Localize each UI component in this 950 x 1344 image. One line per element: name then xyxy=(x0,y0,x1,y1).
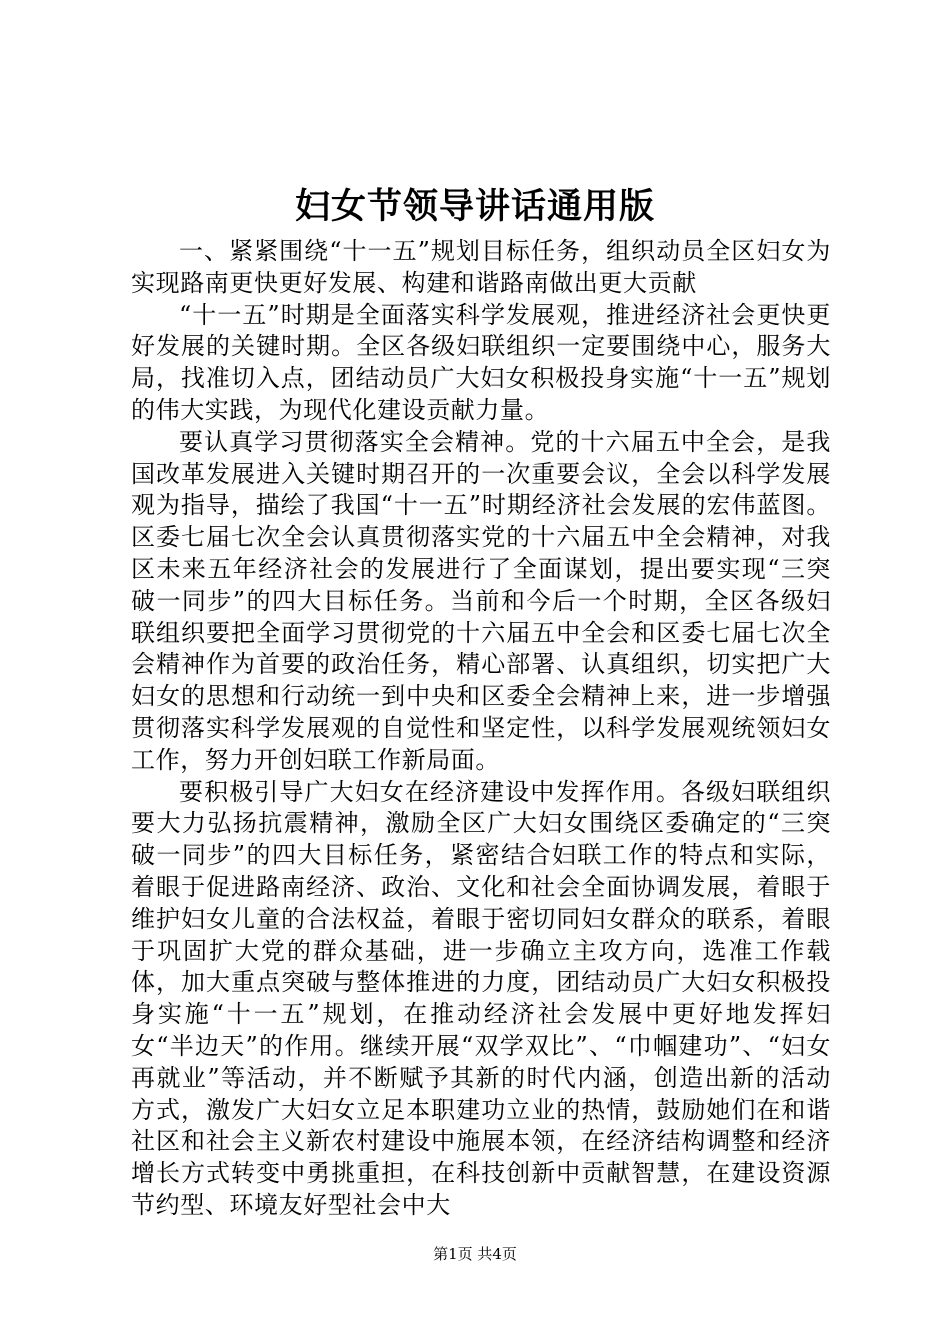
page-footer xyxy=(0,1244,950,1264)
paragraph-economic-role: 要积极引导广大妇女在经济建设中发挥作用。各级妇联组织要大力弘扬抗震精神，激励全区广大妇女围绕区委确定的“三突破一同步”的四大目标任务，紧密结合妇联工作的特点和实际，着眼于促进路南经济、政治、文化和社会全面协调发展，着眼于维护妇女儿童的合法权益，着眼于密切同妇女群众的联系，着眼于巩固扩大党的群众基础，进一步确立主攻方向，选准工作载体，加大重点突破与整体推进的力度，团结动员广大妇女积极投身实施“十一五”规划，在推动经济社会发展中更好地发挥妇女“半边天”的作用。继续开展“双学双比”、“巾帼建功”、“妇女再就业”等活动，并不断赋予其新的时代内涵，创造出新的活动方式，激发广大妇女立足本职建功立业的热情，鼓励她们在和谐社区和社会主义新农村建设中施展本领，在经济结构调整和经济增长方式转变中勇挑重担，在科技创新中贡献智慧，在建设资源节约型、环境友好型社会中大 xyxy=(131,777,831,1219)
document-body xyxy=(131,236,831,1222)
paragraph-study-plenary: 要认真学习贯彻落实全会精神。党的十六届五中全会，是我国改革发展进入关键时期召开的一次重要会议，全会以科学发展观为指导，描绘了我国“十一五”时期经济社会发展的宏伟蓝图。区委七届七次全会认真贯彻落实党的十六届五中全会精神，对我区未来五年经济社会的发展进行了全面谋划，提出要实现“三突破一同步”的四大目标任务。当前和今后一个时期，全区各级妇联组织要把全面学习贯彻党的十六届五中全会和区委七届七次全会精神作为首要的政治任务，精心部署、认真组织，切实把广大妇女的思想和行动统一到中央和区委全会精神上来，进一步增强贯彻落实科学发展观的自觉性和坚定性，以科学发展观统领妇女工作，努力开创妇联工作新局面。 xyxy=(131,427,831,774)
paragraph-heading-1: 一、紧紧围绕“十一五”规划目标任务，组织动员全区妇女为实现路南更快更好发展、构建和谐路南做出更大贡献 xyxy=(131,237,831,297)
document-title: 妇女节领导讲话通用版 xyxy=(294,186,655,227)
paragraph-intro: “十一五”时期是全面落实科学发展观，推进经济社会更快更好发展的关键时期。全区各级妇联组织一定要围绕中心，服务大局，找准切入点，团结动员广大妇女积极投身实施“十一五”规划的伟大实践，为现代化建设贡献力量。 xyxy=(131,300,831,424)
page-number-indicator: 第1页 共4页 xyxy=(433,1245,517,1263)
